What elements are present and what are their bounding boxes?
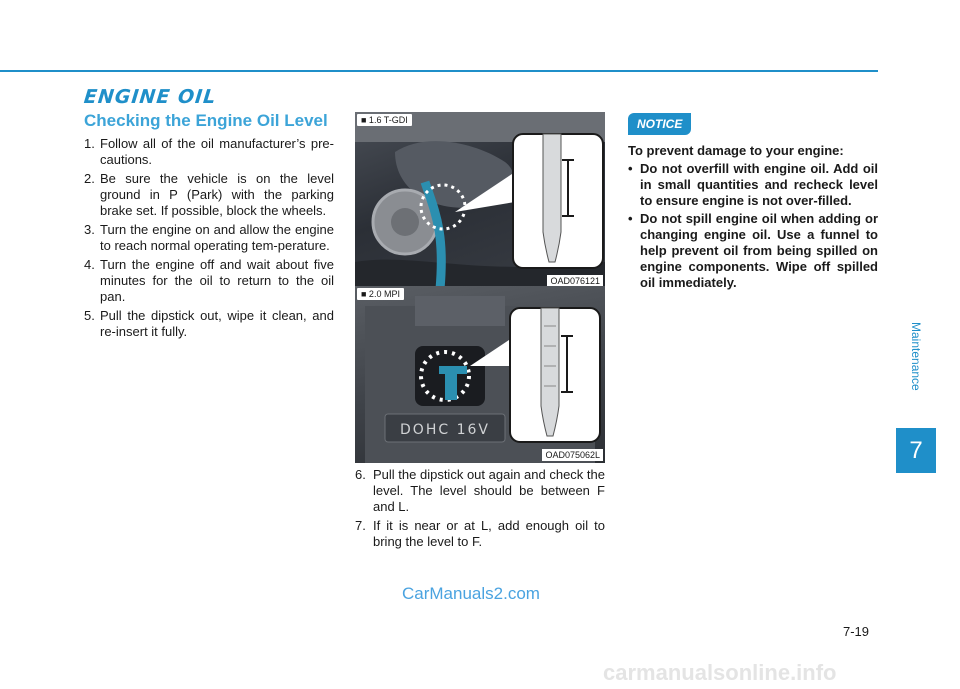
chapter-tab[interactable]: 7 <box>896 428 936 473</box>
engine-type-tag: ■ 1.6 T-GDI <box>357 114 412 126</box>
page-number: 7-19 <box>843 624 870 639</box>
bullet-dot-icon: • <box>628 161 633 176</box>
watermark-text: carmanualsonline.info <box>603 660 837 685</box>
step-item: 2. Be sure the vehicle is on the level ground in P (Park) with the parking brake set. If possible, block the wheels. <box>84 171 334 218</box>
figure-code: OAD076121 <box>547 275 603 287</box>
engine-photo-2-0-mpi <box>355 286 605 463</box>
procedure-steps-right <box>355 467 605 553</box>
chapter-side-label: Maintenance <box>909 322 923 391</box>
engine-cover-text: DOHC 16V <box>400 422 490 438</box>
step-item: 7. If it is near or at L, add enough oil to bring the level to F. <box>355 518 605 549</box>
engine-type-tag: ■ 2.0 MPI <box>357 288 404 300</box>
procedure-steps-left <box>84 136 334 343</box>
figure-code: OAD075062L <box>542 449 603 461</box>
step-item: 6. Pull the dipstick out again and check the level. The level should be between F and L. <box>355 467 605 514</box>
header-rule <box>0 70 878 72</box>
step-item: 5. Pull the dipstick out, wipe it clean, and re-insert it fully. <box>84 308 334 339</box>
notice-bullet: • Do not overfill with engine oil. Add oil in small quantities and recheck level to ensure engine is not over-filled. <box>628 161 878 208</box>
step-item: 3. Turn the engine on and allow the engine to reach normal operating tem-perature. <box>84 222 334 253</box>
step-item: 4. Turn the engine off and wait about five minutes for the oil to return to the oil pan. <box>84 257 334 304</box>
notice-badge: NOTICE <box>628 113 691 135</box>
notice-bullet: • Do not spill engine oil when adding or changing engine oil. Use a funnel to help prevent oil from being spilled on engine components. Wipe off spilled oil immediately. <box>628 211 878 290</box>
subsection-title: Checking the Engine Oil Level <box>84 111 328 130</box>
bullet-dot-icon: • <box>628 211 633 226</box>
engine-photo-1-6-tgdi <box>355 112 605 289</box>
engine-bay-illustration <box>355 112 605 289</box>
notice-body <box>628 143 878 293</box>
watermark-link[interactable]: CarManuals2.com <box>402 584 540 603</box>
notice-intro: To prevent damage to your engine: <box>628 143 844 158</box>
section-title: ENGINE OIL <box>82 86 218 108</box>
engine-cover-illustration <box>355 286 605 463</box>
step-item: 1. Follow all of the oil manufacturer’s pre-cautions. <box>84 136 334 167</box>
